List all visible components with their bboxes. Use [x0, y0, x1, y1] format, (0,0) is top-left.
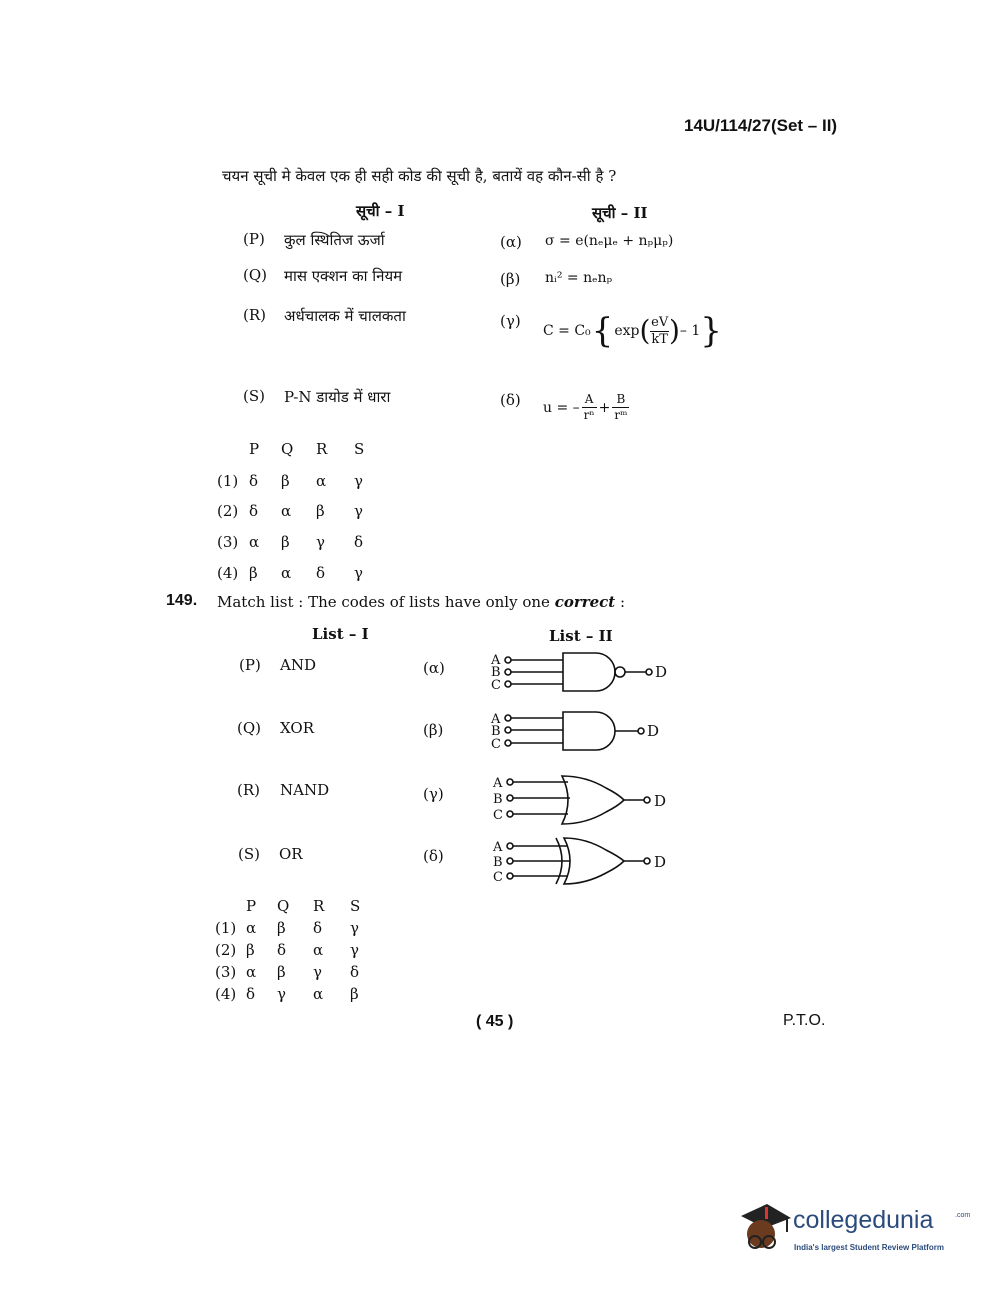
- q149-option-3-r: γ: [313, 963, 322, 981]
- q148-option-2-r: β: [316, 502, 325, 520]
- q148-col-r: R: [316, 440, 328, 458]
- q148-option-4-r: δ: [316, 564, 326, 582]
- gate-delta-input-a: A: [493, 840, 503, 855]
- q149-option-1-num[interactable]: (1): [215, 919, 237, 937]
- list2-key-beta: (β): [500, 270, 521, 288]
- q149-list2-heading: List – II: [549, 627, 613, 645]
- formula-gamma-prefix: C = C₀: [543, 323, 591, 339]
- formula-gamma: [543, 311, 722, 351]
- q149-col-q: Q: [277, 897, 290, 915]
- q148-option-4-p: β: [249, 564, 258, 582]
- list1-key-r: (R): [243, 306, 266, 324]
- left-brace: {: [591, 311, 614, 351]
- list2-key-delta: (δ): [500, 391, 521, 409]
- gate-beta-input-b: B: [491, 724, 501, 739]
- gate-gamma-output: D: [654, 792, 667, 810]
- q149-option-4-r: α: [313, 985, 324, 1003]
- list1-item-q: मास एक्शन का नियम: [284, 267, 403, 285]
- q148-col-p: P: [249, 440, 260, 458]
- gate-beta-input-c: C: [491, 737, 501, 752]
- q148-option-1-num[interactable]: (1): [217, 472, 239, 490]
- q149-option-2-num[interactable]: (2): [215, 941, 237, 959]
- fraction-a: A: [584, 392, 594, 406]
- q148-option-1-r: α: [316, 472, 327, 490]
- q149-list1-item-r: NAND: [280, 781, 330, 799]
- q149-list1-key-s: (S): [238, 845, 260, 863]
- q148-col-s: S: [354, 440, 365, 458]
- and-gate: [505, 712, 644, 750]
- prompt-start: Match list : The codes of lists have only one: [217, 593, 555, 611]
- gate-delta-input-c: C: [493, 870, 503, 885]
- q149-list1-key-p: (P): [239, 656, 261, 674]
- prompt-emphasis: correct: [554, 593, 616, 611]
- xor-gate: [507, 838, 650, 884]
- q148-option-3-q: β: [281, 533, 290, 551]
- gate-alpha-input-c: C: [491, 678, 501, 693]
- brand-tagline: India's largest Student Review Platform: [794, 1243, 944, 1252]
- list2-key-gamma: (γ): [500, 312, 521, 330]
- formula-gamma-exp: exp: [614, 323, 640, 339]
- nand-gate: [505, 653, 652, 691]
- q148-option-3-r: γ: [316, 533, 325, 551]
- q149-option-1-r: δ: [313, 919, 323, 937]
- q149-list1-item-q: XOR: [280, 719, 315, 737]
- pto-label: P.T.O.: [783, 1012, 826, 1029]
- formula-delta: [543, 392, 631, 423]
- q148-option-3-p: α: [249, 533, 260, 551]
- q149-list2-key-delta: (δ): [423, 847, 444, 865]
- q148-option-3-num[interactable]: (3): [217, 533, 239, 551]
- fraction-numerator: eV: [651, 314, 669, 330]
- gate-gamma-input-a: A: [493, 776, 503, 791]
- gate-alpha-input-b: B: [491, 665, 501, 680]
- right-brace: }: [700, 311, 722, 351]
- q149-list1-key-r: (R): [237, 781, 260, 799]
- fraction-b-rm: [612, 392, 629, 423]
- prompt-end: :: [615, 593, 626, 611]
- gate-delta-output: D: [654, 853, 667, 871]
- q148-option-1-s: γ: [354, 472, 363, 490]
- q149-option-2-s: γ: [350, 941, 359, 959]
- list1-key-q: (Q): [243, 266, 268, 284]
- formula-alpha: σ = e(nₑμₑ + nₚμₚ): [545, 233, 674, 249]
- question-149-prompt: [217, 593, 625, 611]
- q148-option-4-q: α: [281, 564, 292, 582]
- gate-delta-input-b: B: [493, 855, 503, 870]
- fraction-b: B: [616, 392, 626, 406]
- q149-list2-key-beta: (β): [423, 721, 444, 739]
- paper-code: 14U/114/27(Set – II): [684, 116, 838, 135]
- q149-option-4-p: δ: [246, 985, 256, 1003]
- q148-option-1-q: β: [281, 472, 290, 490]
- q149-col-p: P: [246, 897, 257, 915]
- q149-option-2-p: β: [246, 941, 255, 959]
- q149-option-4-s: β: [350, 985, 359, 1003]
- formula-beta: nᵢ² = nₑnₚ: [545, 270, 613, 286]
- question-149-number: 149.: [166, 592, 198, 609]
- collegedunia-logo[interactable]: [733, 1196, 971, 1266]
- gate-alpha-output: D: [655, 663, 668, 681]
- list1-item-r: अर्धचालक में चालकता: [284, 307, 406, 325]
- list1-key-s: (S): [243, 387, 265, 405]
- brand-name: collegedunia: [793, 1206, 934, 1234]
- mascot-icon: [733, 1198, 793, 1258]
- formula-delta-prefix: u = –: [543, 399, 580, 416]
- q149-col-s: S: [350, 897, 361, 915]
- question-148-intro: चयन सूची मे केवल एक ही सही कोड की सूची है, बतायें वह कौन-सी है ?: [222, 167, 617, 185]
- q148-option-2-q: α: [281, 502, 292, 520]
- fraction-rn: rⁿ: [583, 408, 595, 422]
- q149-list1-key-q: (Q): [237, 719, 262, 737]
- q148-col-q: Q: [281, 440, 294, 458]
- formula-gamma-suffix: – 1: [679, 323, 701, 339]
- list1-item-p: कुल स्थितिज ऊर्जा: [284, 231, 385, 249]
- list1-key-p: (P): [243, 230, 265, 248]
- right-paren: ): [668, 314, 680, 347]
- gate-alpha-input-a: A: [491, 653, 501, 668]
- list2-key-alpha: (α): [500, 233, 522, 251]
- q149-option-1-s: γ: [350, 919, 359, 937]
- logic-gate-diagrams: [486, 648, 686, 888]
- q149-col-r: R: [313, 897, 325, 915]
- gate-gamma-input-b: B: [493, 792, 503, 807]
- gate-beta-output: D: [647, 722, 660, 740]
- q148-option-2-num[interactable]: (2): [217, 502, 239, 520]
- q148-option-4-s: γ: [354, 564, 363, 582]
- list2-heading: सूची – II: [592, 204, 648, 222]
- q149-option-3-num[interactable]: (3): [215, 963, 237, 981]
- q149-option-1-p: α: [246, 919, 257, 937]
- q148-option-4-num[interactable]: (4): [217, 564, 239, 582]
- q149-option-4-q: γ: [277, 985, 286, 1003]
- page-number: ( 45 ): [476, 1013, 514, 1030]
- or-gate: [507, 776, 650, 824]
- gate-beta-input-a: A: [491, 712, 501, 727]
- q149-option-4-num[interactable]: (4): [215, 985, 237, 1003]
- brand-suffix: .com: [955, 1212, 971, 1219]
- list1-item-s: P-N डायोड में धारा: [284, 388, 391, 406]
- q149-list2-key-gamma: (γ): [423, 785, 444, 803]
- q149-list2-key-alpha: (α): [423, 659, 445, 677]
- plus-sign: +: [598, 399, 611, 416]
- fraction-ev-kt: [650, 315, 669, 348]
- q149-list1-item-s: OR: [279, 845, 303, 863]
- q148-option-2-s: γ: [354, 502, 363, 520]
- q148-option-3-s: δ: [354, 533, 364, 551]
- q149-option-1-q: β: [277, 919, 286, 937]
- q149-option-2-q: δ: [277, 941, 287, 959]
- q149-option-3-s: δ: [350, 963, 360, 981]
- q149-list1-item-p: AND: [280, 656, 316, 674]
- q148-option-1-p: δ: [249, 472, 259, 490]
- list1-heading: सूची – I: [356, 202, 405, 220]
- q149-option-3-p: α: [246, 963, 257, 981]
- fraction-denominator: kT: [651, 331, 668, 347]
- q148-option-2-p: δ: [249, 502, 259, 520]
- fraction-a-rn: [582, 392, 597, 423]
- gate-gamma-input-c: C: [493, 808, 503, 823]
- fraction-rm: rᵐ: [614, 408, 628, 422]
- q149-option-3-q: β: [277, 963, 286, 981]
- q149-option-2-r: α: [313, 941, 324, 959]
- q149-list1-heading: List – I: [312, 625, 369, 643]
- left-paren: (: [639, 314, 651, 347]
